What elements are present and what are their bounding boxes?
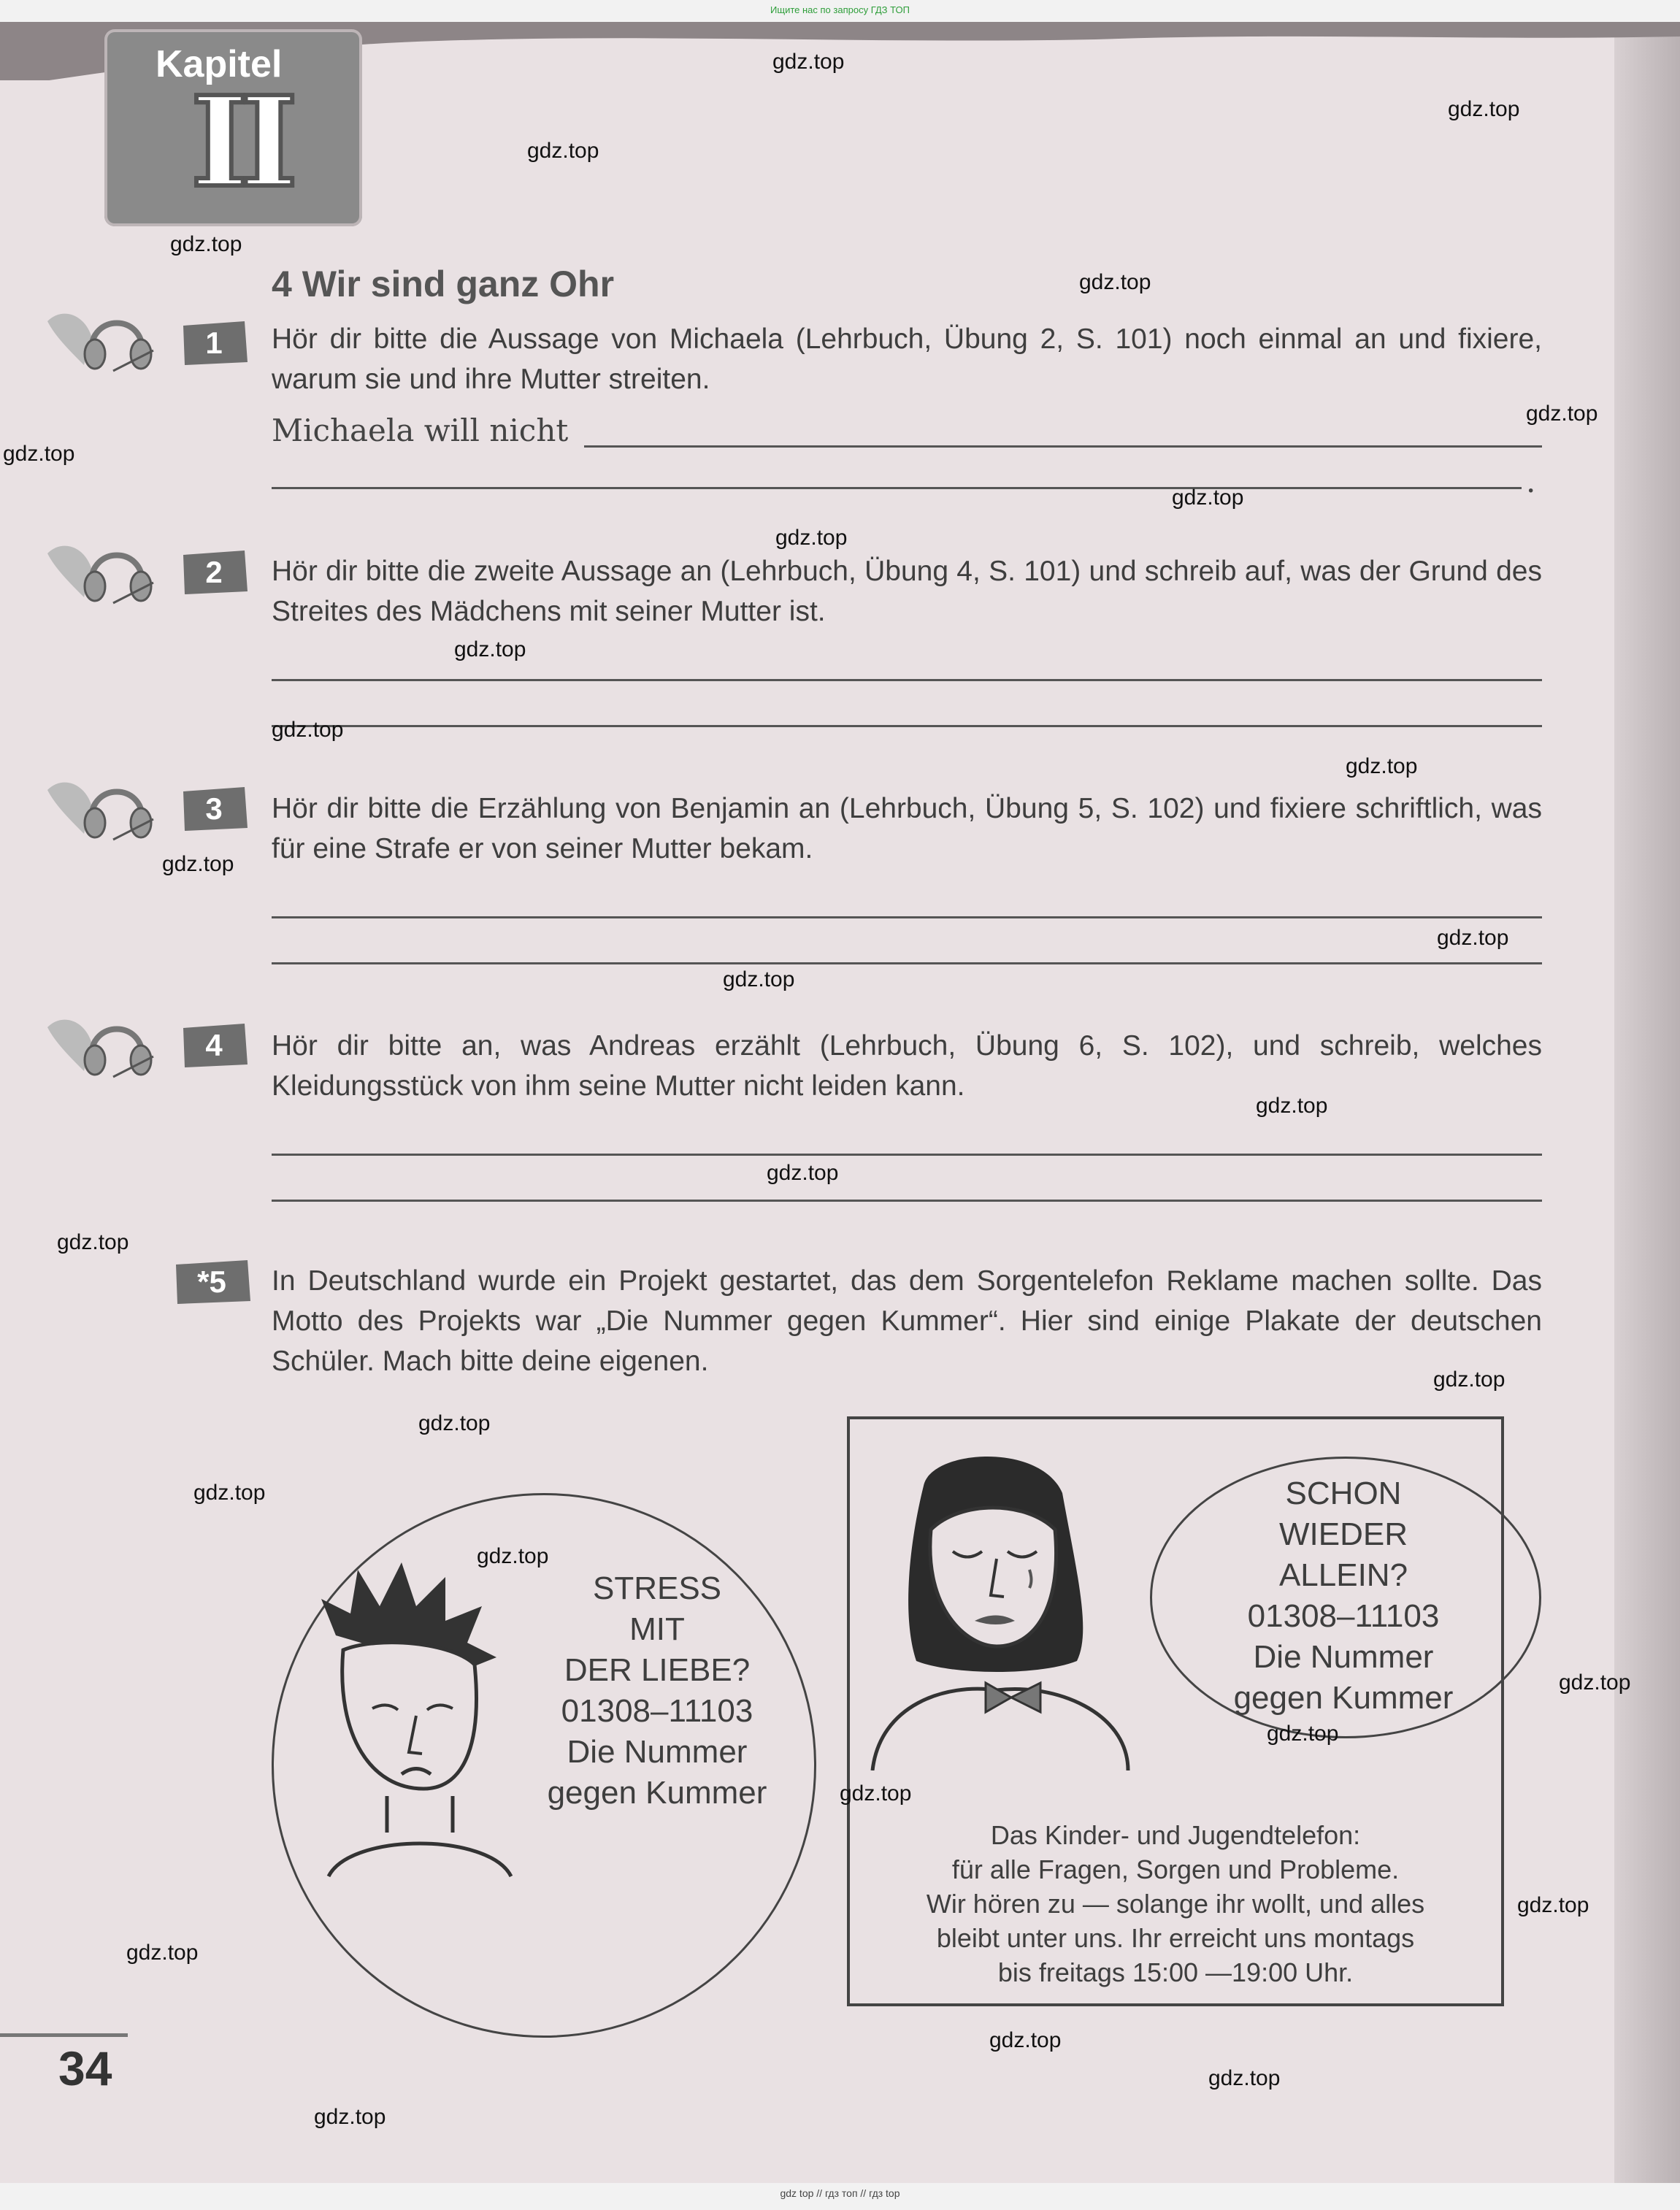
exercise-number: 2 xyxy=(205,555,223,589)
poster-line: für alle Fragen, Sorgen und Probleme. xyxy=(951,1854,1400,1884)
watermark: gdz.top xyxy=(775,526,848,550)
exercise-number: *5 xyxy=(197,1265,226,1299)
page-number: 34 xyxy=(58,2041,112,2095)
answer-line[interactable] xyxy=(272,916,1542,918)
headphones-icon xyxy=(40,292,157,372)
watermark: gdz.top xyxy=(772,50,845,74)
watermark: gdz.top xyxy=(767,1161,839,1185)
watermark: gdz.top xyxy=(57,1230,129,1254)
answer-line[interactable] xyxy=(272,1200,1542,1202)
poster-line: MIT xyxy=(629,1611,685,1647)
poster-line: WIEDER xyxy=(1279,1516,1408,1552)
watermark: gdz.top xyxy=(723,967,795,991)
watermark: gdz.top xyxy=(193,1481,266,1505)
exercise-text-1: Hör dir bitte die Aussage von Michaela (Lehrbuch, Übung 2, S. 101) noch einmal an und fixiere, warum sie und ihre Mutter streiten. xyxy=(272,323,1542,395)
chapter-label: Kapitel xyxy=(156,43,283,85)
answer-end-mark: . xyxy=(1526,464,1536,499)
answer-line[interactable] xyxy=(272,679,1542,681)
chapter-box xyxy=(104,29,362,226)
page-number-rule xyxy=(0,2033,128,2037)
watermark: gdz.top xyxy=(1433,1367,1506,1392)
poster-line: 01308–11103 xyxy=(561,1693,753,1729)
poster-right-info-text xyxy=(854,1818,1497,1990)
exercise-badge-4 xyxy=(179,1022,249,1069)
sad-boy-illustration xyxy=(307,1555,526,1884)
chapter-number: II xyxy=(191,69,290,215)
bottom-banner xyxy=(0,2183,1680,2210)
top-banner-text: Ищите нас по запросу ГДЗ ТОП xyxy=(770,4,910,15)
poster-line: Die Nummer xyxy=(567,1734,748,1770)
watermark: gdz.top xyxy=(418,1411,491,1435)
watermark: gdz.top xyxy=(840,1781,912,1806)
watermark: gdz.top xyxy=(1208,2066,1281,2090)
answer-line[interactable] xyxy=(272,487,1522,489)
poster-line: SCHON xyxy=(1285,1476,1402,1511)
exercise-text-2: Hör dir bitte die zweite Aussage an (Lehrbuch, Übung 4, S. 101) und schreib auf, was der Grund des Streites des Mädchens mit seiner Mutter ist. xyxy=(272,556,1542,627)
page-edge-shadow xyxy=(1614,0,1680,2210)
headphones-icon xyxy=(40,524,157,605)
exercise-text-3: Hör dir bitte die Erzählung von Benjamin an (Lehrbuch, Übung 5, S. 102) und fixiere schriftlich, was für eine Strafe er von seiner Mutter bekam. xyxy=(272,793,1542,864)
exercise-badge-5 xyxy=(172,1259,252,1305)
watermark: gdz.top xyxy=(170,232,242,256)
watermark: gdz.top xyxy=(477,1544,549,1568)
watermark: gdz.top xyxy=(527,139,599,163)
watermark: gdz.top xyxy=(1267,1722,1339,1746)
exercise-text-5: In Deutschland wurde ein Projekt gestartet, das dem Sorgentelefon Reklame machen sollte. Das Motto des Projekts war „Die Nummer gegen Kummer“. Hier sind einige Plakate der deutschen Schüler. Mach bitte deine eigenen. xyxy=(272,1265,1542,1377)
watermark: gdz.top xyxy=(3,442,75,466)
exercise-text-4: Hör dir bitte an, was Andreas erzählt (Lehrbuch, Übung 6, S. 102), und schreib, welches Kleidungsstück von ihm seine Mutter nicht leiden kann. xyxy=(272,1030,1542,1102)
watermark: gdz.top xyxy=(1346,754,1418,778)
exercise-badge-3 xyxy=(179,786,249,832)
exercise-number: 3 xyxy=(205,791,223,826)
answer-line[interactable] xyxy=(272,1154,1542,1156)
watermark: gdz.top xyxy=(1526,402,1598,426)
poster-left-text xyxy=(511,1568,803,1814)
poster-line: ALLEIN? xyxy=(1278,1557,1408,1593)
headphones-icon xyxy=(40,998,157,1078)
poster-line: Das Kinder- und Jugendtelefon: xyxy=(990,1820,1361,1850)
poster-line: DER LIEBE? xyxy=(564,1652,751,1688)
watermark: gdz.top xyxy=(989,2028,1062,2052)
watermark: gdz.top xyxy=(1079,270,1151,294)
section-title: 4 Wir sind ganz Ohr xyxy=(272,264,615,304)
watermark: gdz.top xyxy=(314,2105,386,2129)
answer-line[interactable] xyxy=(584,445,1542,448)
bottom-banner-text: gdz top // гдз топ // гдз top xyxy=(780,2187,900,2199)
poster-line: Wir hören zu — solange ihr wollt, und alles xyxy=(926,1889,1425,1919)
poster-right-bubble-text xyxy=(1168,1473,1519,1719)
poster-line: STRESS xyxy=(592,1570,722,1606)
watermark: gdz.top xyxy=(126,1941,199,1965)
poster-line: bleibt unter uns. Ihr erreicht uns montags xyxy=(936,1923,1415,1953)
sad-girl-illustration xyxy=(851,1442,1143,1770)
watermark: gdz.top xyxy=(162,852,234,876)
headphones-icon xyxy=(40,761,157,841)
poster-line: Die Nummer xyxy=(1253,1639,1434,1675)
watermark: gdz.top xyxy=(1559,1670,1631,1695)
watermark: gdz.top xyxy=(1172,486,1244,510)
handwritten-answer-start: Michaela will nicht xyxy=(272,413,569,448)
answer-line[interactable] xyxy=(272,725,1542,727)
top-banner xyxy=(0,0,1680,22)
exercise-badge-2 xyxy=(179,549,249,596)
watermark: gdz.top xyxy=(1517,1893,1589,1917)
watermark: gdz.top xyxy=(1437,926,1509,950)
watermark: gdz.top xyxy=(272,718,344,742)
watermark: gdz.top xyxy=(1448,97,1520,121)
watermark: gdz.top xyxy=(454,637,526,661)
poster-line: gegen Kummer xyxy=(547,1775,767,1811)
exercise-number: 4 xyxy=(205,1028,223,1062)
exercise-number: 1 xyxy=(205,326,223,360)
poster-line: gegen Kummer xyxy=(1233,1680,1454,1716)
answer-line[interactable] xyxy=(272,962,1542,964)
poster-line: bis freitags 15:00 —19:00 Uhr. xyxy=(997,1957,1354,1987)
poster-line: 01308–11103 xyxy=(1247,1598,1440,1634)
watermark: gdz.top xyxy=(1256,1094,1328,1118)
exercise-badge-1 xyxy=(179,320,249,367)
